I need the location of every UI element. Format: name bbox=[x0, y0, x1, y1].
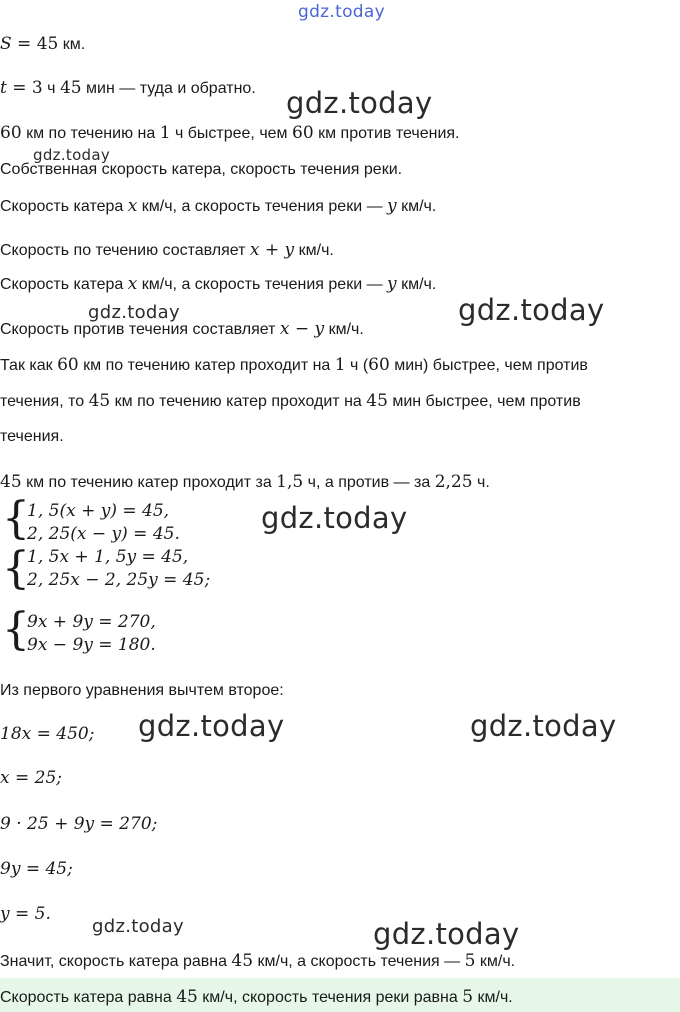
equation: 9x − 9y = 180. bbox=[27, 635, 156, 655]
watermark: gdz.today bbox=[458, 293, 605, 327]
given-distance: S = 45 км. bbox=[0, 34, 86, 54]
equation: 1, 5x + 1, 5y = 45, bbox=[27, 547, 189, 567]
reasoning-line-3: течения. bbox=[0, 428, 64, 445]
speed-definition-repeat: Скорость катера x км/ч, а скорость течения реки — y км/ч. bbox=[0, 274, 437, 294]
given-time: t = 3 ч 45 мин — туда и обратно. bbox=[0, 78, 256, 98]
watermark: gdz.today bbox=[92, 916, 184, 937]
equation-step: 9y = 45; bbox=[0, 859, 73, 879]
watermark: gdz.today bbox=[261, 501, 408, 535]
system-brace: { bbox=[2, 604, 30, 655]
system-brace: { bbox=[2, 493, 30, 544]
travel-times: 45 км по течению катер проходит за 1,5 ч, а против — за 2,25 ч. bbox=[0, 472, 490, 492]
watermark: gdz.today bbox=[373, 917, 520, 951]
condition-text: 60 км по течению на 1 ч быстрее, чем 60 км против течения. bbox=[0, 123, 460, 143]
reasoning-line-2: течения, то 45 км по течению катер проходит на 45 мин быстрее, чем против bbox=[0, 391, 581, 411]
watermark-top: gdz.today bbox=[298, 2, 385, 22]
subtract-instruction: Из первого уравнения вычтем второе: bbox=[0, 682, 284, 699]
unknowns-text: Собственная скорость катера, скорость течения реки. bbox=[0, 161, 403, 178]
downstream-speed: Скорость по течению составляет x + y км/ч. bbox=[0, 240, 334, 260]
equation-system-1 bbox=[27, 500, 210, 592]
watermark: gdz.today bbox=[138, 709, 285, 743]
equation-step: 9 · 25 + 9y = 270; bbox=[0, 814, 158, 834]
conclusion-text: Значит, скорость катера равна 45 км/ч, а скорость течения — 5 км/ч. bbox=[0, 951, 516, 971]
answer-text: Скорость катера равна 45 км/ч, скорость течения реки равна 5 км/ч. bbox=[0, 987, 513, 1007]
watermark: gdz.today bbox=[470, 709, 617, 743]
equation: 1, 5(x + y) = 45, bbox=[27, 501, 170, 521]
equation-step: 18x = 450; bbox=[0, 724, 95, 744]
speed-definition: Скорость катера x км/ч, а скорость течения реки — y км/ч. bbox=[0, 196, 437, 216]
equation-step: x = 25; bbox=[0, 768, 62, 788]
watermark: gdz.today bbox=[33, 146, 111, 164]
reasoning-line-1: Так как 60 км по течению катер проходит на 1 ч (60 мин) быстрее, чем против bbox=[0, 355, 588, 375]
equation-system-2 bbox=[27, 611, 156, 657]
system-brace: { bbox=[2, 543, 30, 594]
equation: 9x + 9y = 270, bbox=[27, 612, 156, 632]
watermark: gdz.today bbox=[88, 302, 180, 323]
equation: 2, 25x − 2, 25y = 45; bbox=[27, 570, 211, 590]
equation-step: y = 5. bbox=[0, 904, 51, 924]
watermark: gdz.today bbox=[286, 86, 433, 120]
equation: 2, 25(x − y) = 45. bbox=[27, 524, 180, 544]
upstream-speed: Скорость против течения составляет x − y км/ч. bbox=[0, 319, 364, 339]
